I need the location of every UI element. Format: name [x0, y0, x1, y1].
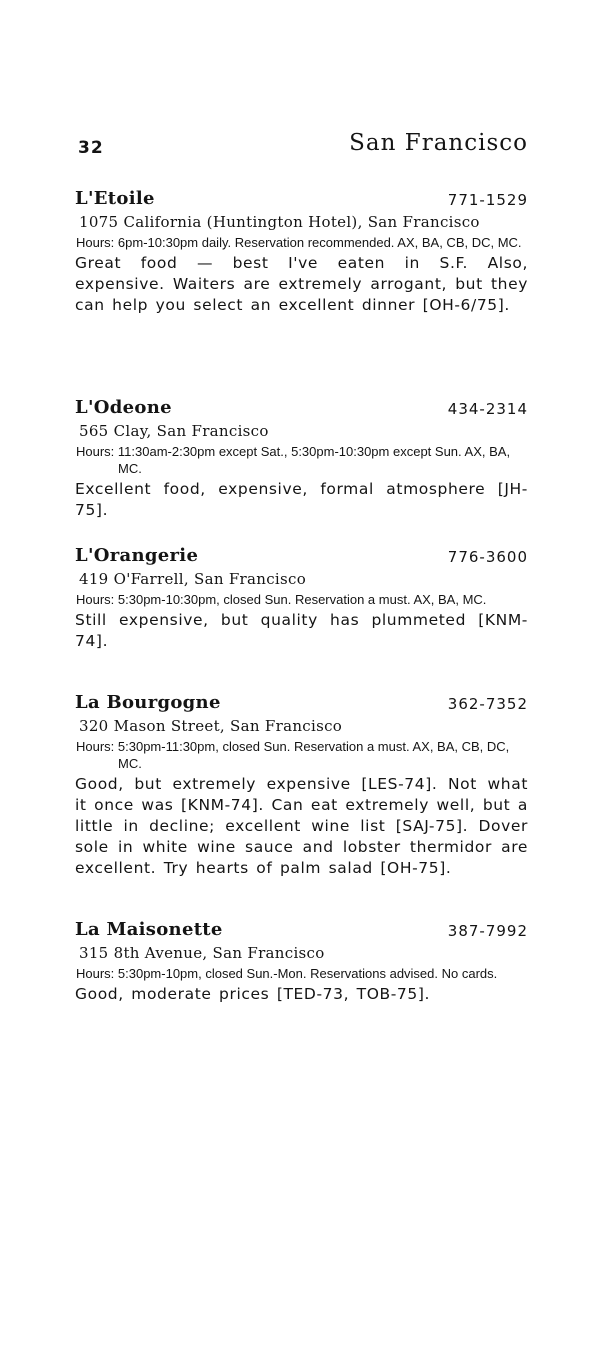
page-number: 32 [78, 138, 104, 158]
restaurant-hours: Hours: 6pm-10:30pm daily. Reservation recommended. AX, BA, CB, DC, MC. [76, 235, 522, 250]
restaurant-name: La Maisonette [75, 919, 223, 940]
running-head: San Francisco [349, 130, 528, 156]
restaurant-review: Great food — best I've eaten in S.F. Also, expensive. Waiters are extremely arrogant, but they can help you select an excellent dinner [OH-6/75]. [75, 254, 528, 314]
restaurant-entry [75, 692, 528, 879]
restaurant-address: 565 Clay, San Francisco [79, 422, 269, 440]
restaurant-address: 419 O'Farrell, San Francisco [79, 570, 307, 588]
restaurant-phone: 362-7352 [447, 695, 528, 713]
page-header [78, 130, 528, 162]
restaurant-name: L'Etoile [75, 188, 155, 209]
restaurant-address: 320 Mason Street, San Francisco [79, 717, 343, 735]
restaurant-review: Excellent food, expensive, formal atmosphere [JH-75]. [75, 480, 528, 519]
restaurant-entry [75, 397, 528, 521]
restaurant-entry [75, 188, 528, 316]
restaurant-hours: Hours: 5:30pm-10pm, closed Sun.-Mon. Reservations advised. No cards. [76, 966, 498, 981]
restaurant-phone: 434-2314 [447, 400, 528, 418]
restaurant-name: L'Orangerie [75, 545, 199, 566]
restaurant-entry [75, 919, 528, 1005]
restaurant-phone: 387-7992 [447, 922, 528, 940]
restaurant-review: Good, moderate prices [TED-73, TOB-75]. [75, 985, 431, 1003]
restaurant-phone: 771-1529 [447, 191, 528, 209]
restaurant-name: L'Odeone [75, 397, 172, 418]
restaurant-hours: Hours: 11:30am-2:30pm except Sat., 5:30pm-10:30pm except Sun. AX, BA, MC. [76, 444, 511, 476]
restaurant-review: Good, but extremely expensive [LES-74]. Not what it once was [KNM-74]. Can eat extremely well, but a little in decline; excellent wine list [SAJ-75]. Dover sole in white wine sauce and lobster thermidor are excellent. Try hearts of palm salad [OH-75]. [75, 775, 528, 877]
restaurant-address: 1075 California (Huntington Hotel), San Francisco [79, 213, 480, 231]
restaurant-name: La Bourgogne [75, 692, 221, 713]
restaurant-entry [75, 545, 528, 652]
restaurant-review: Still expensive, but quality has plummeted [KNM-74]. [75, 611, 528, 650]
restaurant-hours: Hours: 5:30pm-11:30pm, closed Sun. Reservation a must. AX, BA, CB, DC, MC. [76, 739, 510, 771]
restaurant-hours: Hours: 5:30pm-10:30pm, closed Sun. Reservation a must. AX, BA, MC. [76, 592, 487, 607]
restaurant-address: 315 8th Avenue, San Francisco [79, 944, 325, 962]
restaurant-phone: 776-3600 [447, 548, 528, 566]
